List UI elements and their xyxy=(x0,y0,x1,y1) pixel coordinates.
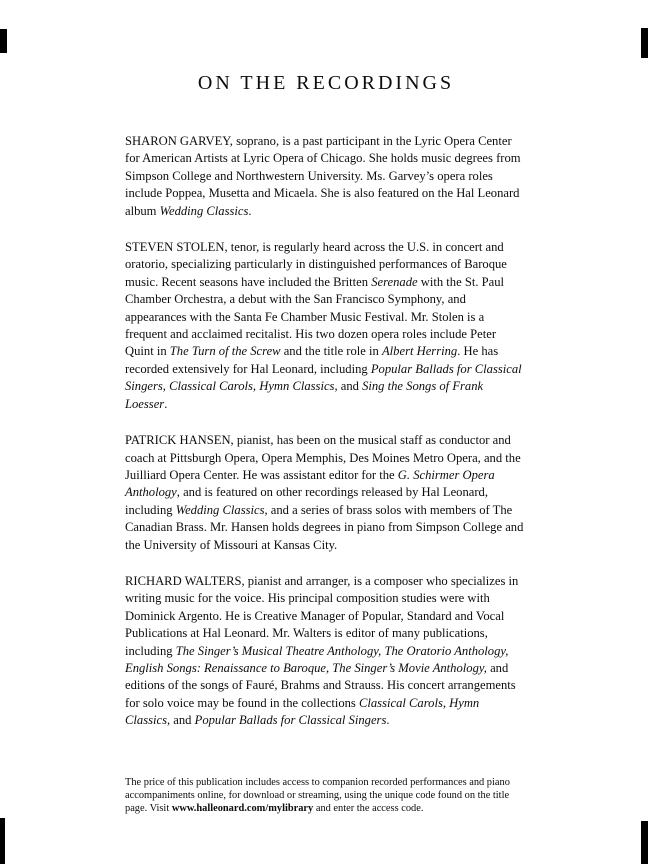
page-title: ON THE RECORDINGS xyxy=(197,72,455,94)
bio-paragraph-steven-stolen: STEVEN STOLEN, tenor, is regularly heard across the U.S. in concert and oratorio, specializing particularly in distinguished performances of Baroque music. Recent seasons have included the Britten Serenade with the St. Paul Chamber Orchestra, a debut with the San Francisco Symphony, and appearances with the Santa Fe Chamber Music Festival. Mr. Stolen is a frequent and acclaimed recitalist. His two dozen opera roles include Peter Quint in The Turn of the Screw and the title role in Albert Herring. He has recorded extensively for Hal Leonard, including Popular Ballads for Classical Singers, Classical Carols, Hymn Classics, and Sing the Songs of Frank Loesser. xyxy=(125,240,522,411)
bio-paragraph-patrick-hansen: PATRICK HANSEN, pianist, has been on the musical staff as conductor and coach at Pittsburgh Opera, Opera Memphis, Des Moines Metro Opera, and the Juilliard Opera Center. He was assistant editor for the G. Schirmer Opera Anthology, and is featured on other recordings released by Hal Leonard, including Wedding Classics, and a series of brass solos with members of The Canadian Brass. Mr. Hansen holds degrees in piano from Simpson College and the University of Missouri at Kansas City. xyxy=(125,433,524,552)
scan-edge-mark-top-left xyxy=(0,29,7,53)
scan-edge-mark-bottom-left xyxy=(0,818,5,864)
bio-paragraph-richard-walters: RICHARD WALTERS, pianist and arranger, is a composer who specializes in writing music for the voice. His principal composition studies were with Dominick Argento. He is Creative Manager of Popular, Standard and Vocal Publications at Hal Leonard. Mr. Walters is editor of many publications, including The Singer’s Musical Theatre Anthology, The Oratorio Anthology, English Songs: Renaissance to Baroque, The Singer’s Movie Anthology, and editions of the songs of Fauré, Brahms and Strauss. His concert arrangements for solo voice may be found in the collections Classical Carols, Hymn Classics, and Popular Ballads for Classical Singers. xyxy=(125,573,519,728)
scan-edge-mark-top-right xyxy=(641,28,648,58)
bio-paragraph-sharon-garvey: SHARON GARVEY, soprano, is a past participant in the Lyric Opera Center for American Artists at Lyric Opera of Chicago. She holds music degrees from Simpson College and Northwestern University. Ms. Garvey’s opera roles include Poppea, Musetta and Micaela. She is also featured on the Hal Leonard album Wedding Classics. xyxy=(125,134,521,218)
access-code-note: The price of this publication includes access to companion recorded performances and piano accompaniments online, for download or streaming, using the unique code found on the title page. Visit www.halleonard.com/mylibrary and enter the access code. xyxy=(125,776,510,815)
scan-edge-mark-bottom-right xyxy=(641,821,648,864)
page-content xyxy=(125,72,527,816)
